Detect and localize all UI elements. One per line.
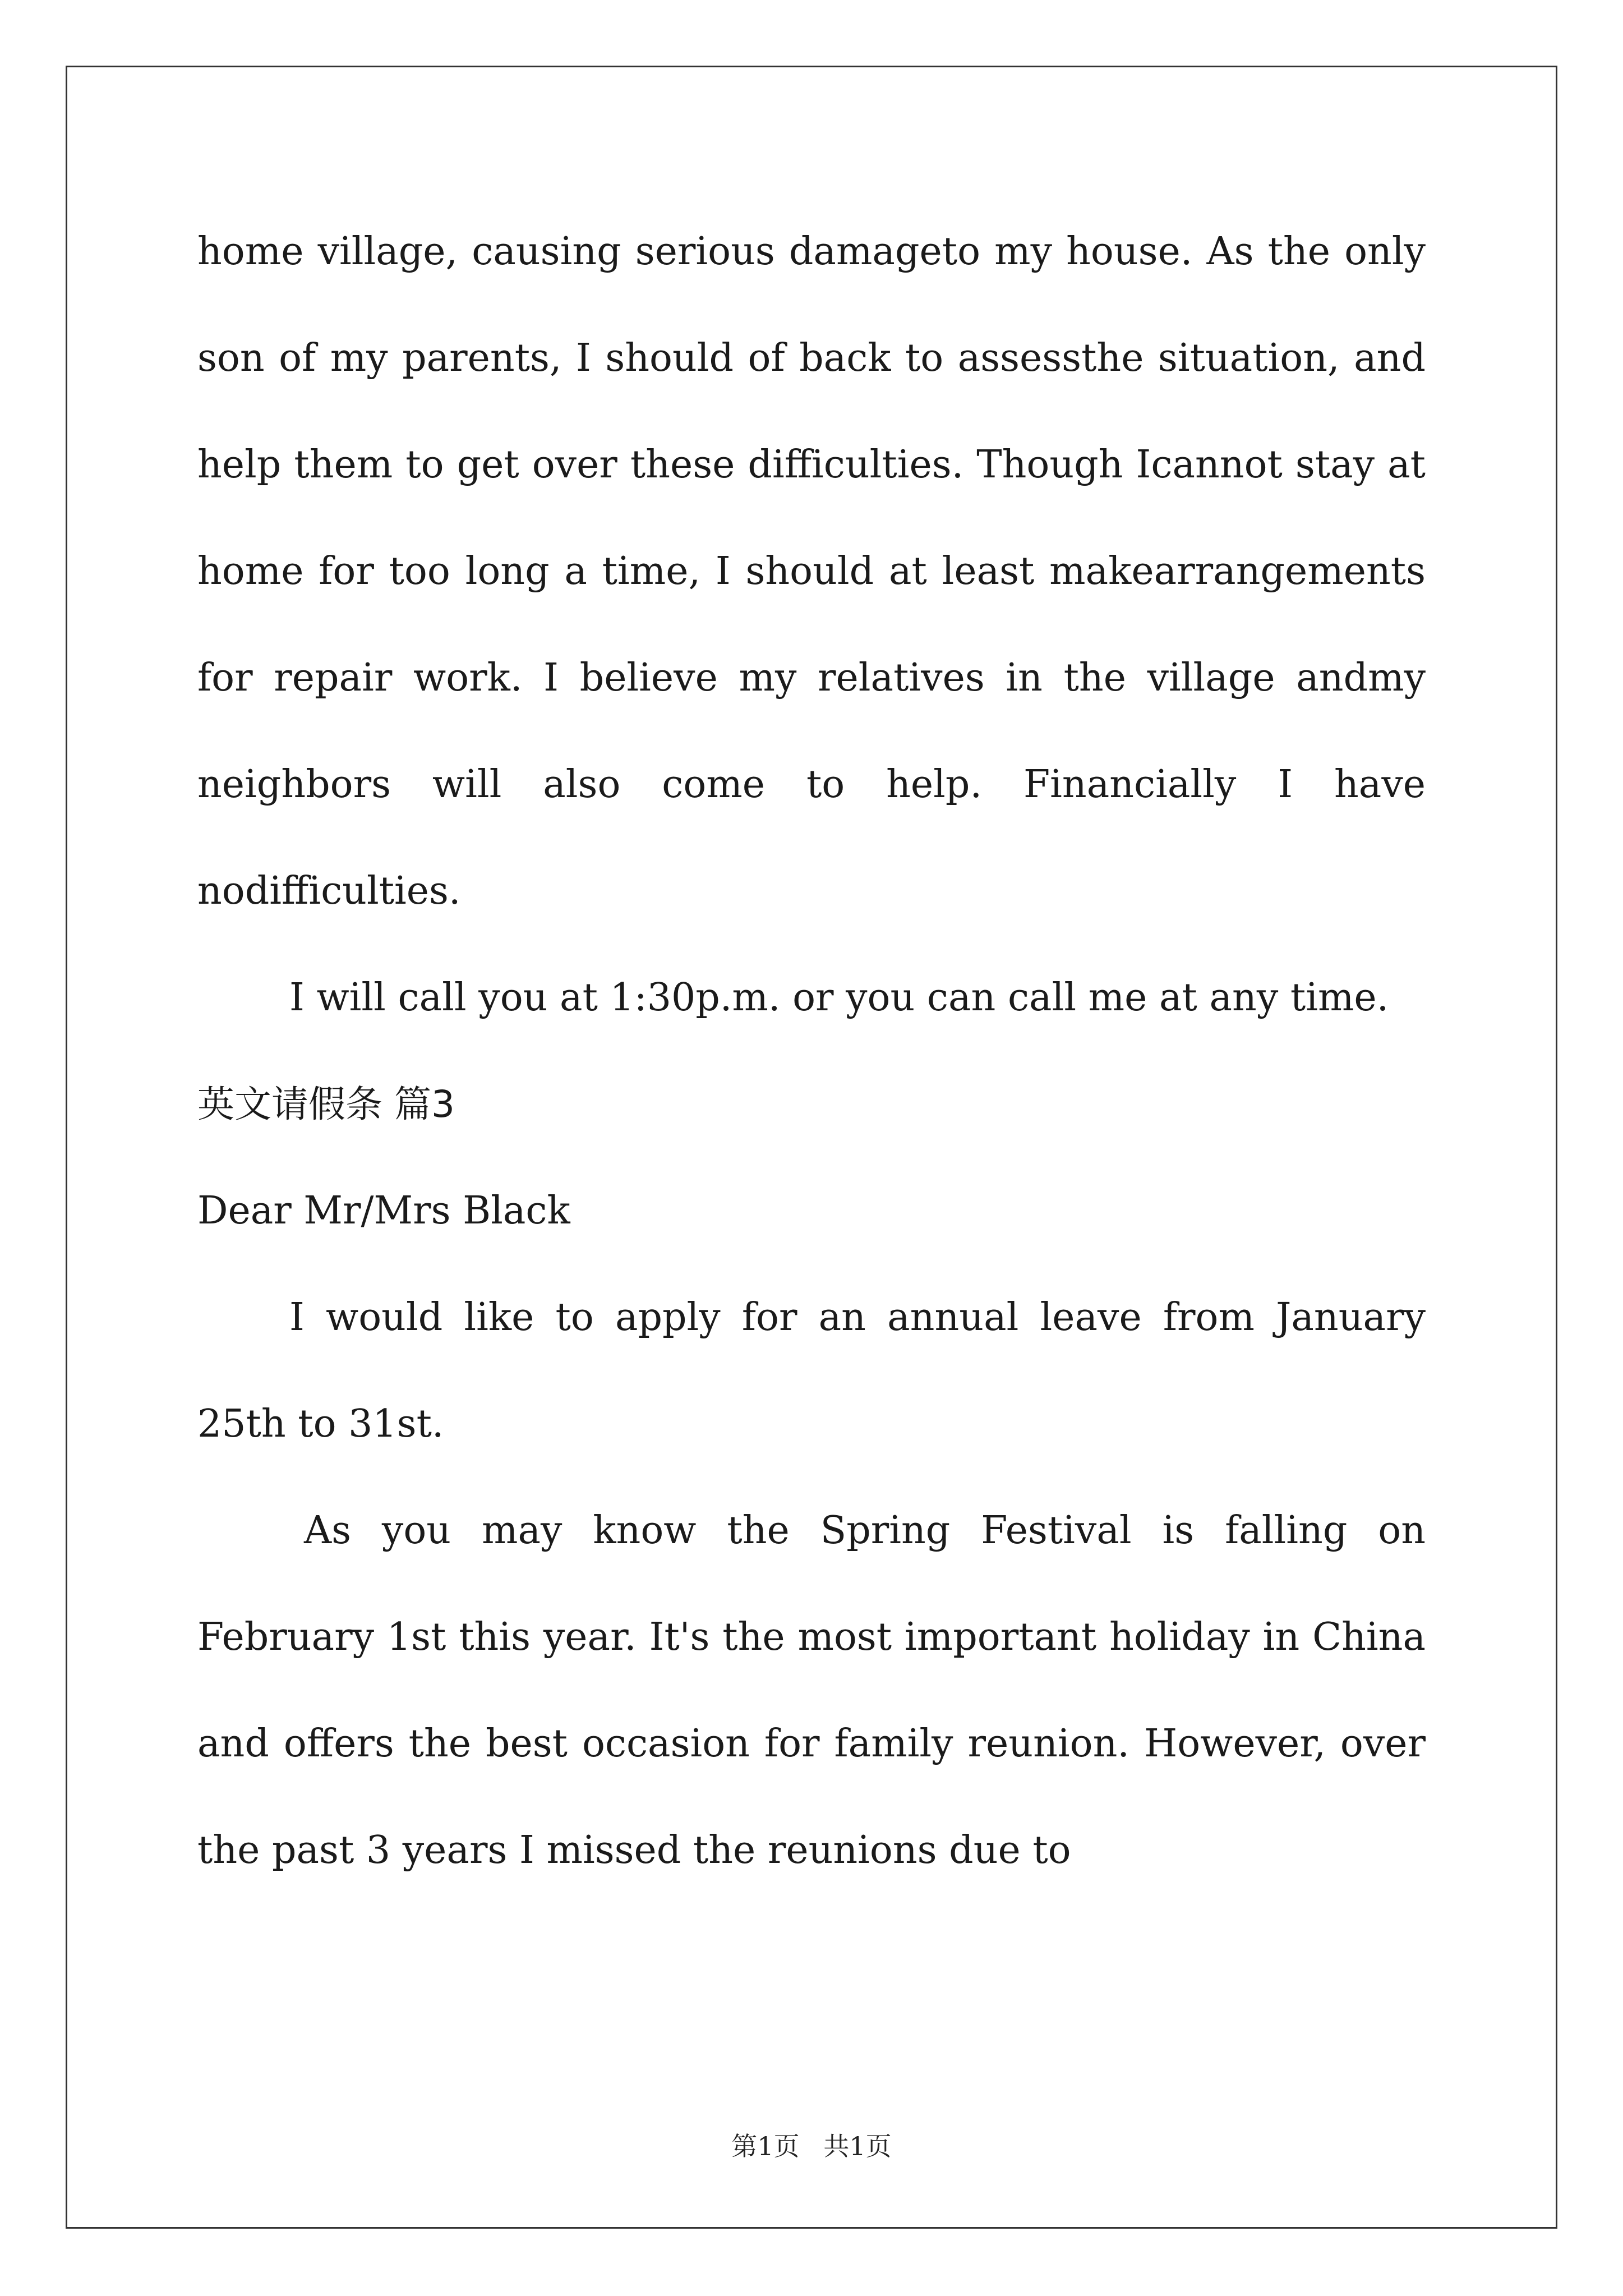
document-body xyxy=(197,199,1426,1904)
paragraph-spring-festival: As you may know the Spring Festival is falling on February 1st this year. It's the most important holiday in China and offers the best occasion for family reunion. However, over the past 3 years I missed the reunions due to xyxy=(197,1508,1426,1872)
section-heading: 英文请假条 篇3 xyxy=(197,1083,455,1126)
page-number: 第1页 xyxy=(731,2131,800,2161)
salutation: Dear Mr/Mrs Black xyxy=(197,1189,570,1233)
paragraph-damage-report: home village, causing serious damageto my house. As the only son of my parents, I should of back to assessthe situation, and help them to get over these difficulties. Though Icannot stay at home for too long a time, I should at least makearrangements for repair work. I believe my relatives in the village andmy neighbors will also come to help. Financially I have nodifficulties. xyxy=(197,229,1426,913)
paragraph-leave-request: I would like to apply for an annual leave from January 25th to 31st. xyxy=(197,1295,1426,1446)
page-total: 共1页 xyxy=(823,2131,892,2161)
page-footer xyxy=(0,2126,1623,2163)
paragraph-call-note: I will call you at 1:30p.m. or you can call me at any time. xyxy=(289,976,1389,1020)
